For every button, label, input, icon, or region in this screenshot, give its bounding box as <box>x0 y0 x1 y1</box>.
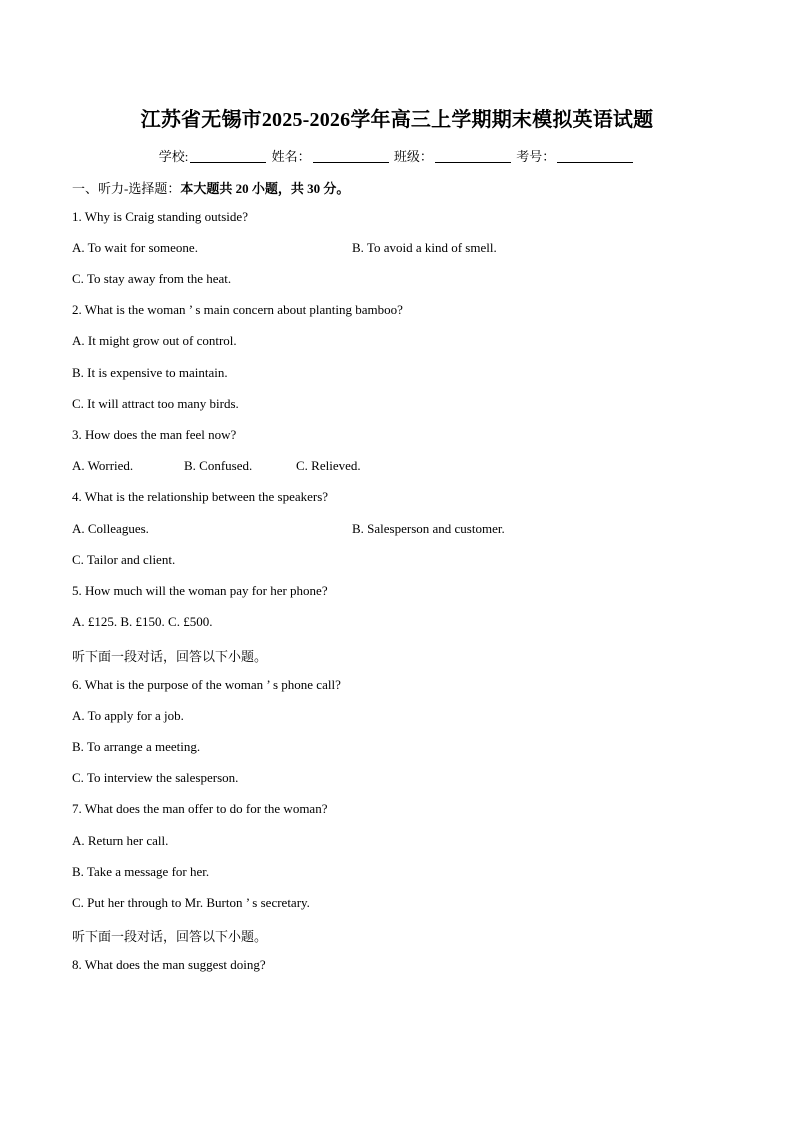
question-7-stem: 7. What does the man offer to do for the woman? <box>72 801 328 816</box>
question-2-option-b: B. It is expensive to maintain. <box>72 365 228 380</box>
question-4-option-b: B. Salesperson and customer. <box>352 521 505 536</box>
class-blank[interactable] <box>435 162 511 163</box>
section-prefix: 一、听力-选择题： <box>72 181 181 196</box>
question-4-option-c: C. Tailor and client. <box>72 552 176 567</box>
question-1-stem: 1. Why is Craig standing outside? <box>72 209 248 224</box>
question-3-option-a: A. Worried. <box>72 458 134 473</box>
question-6-stem: 6. What is the purpose of the woman ’ s phone call? <box>72 677 341 692</box>
question-5-stem: 5. How much will the woman pay for her phone? <box>72 583 328 598</box>
question-2-option-a: A. It might grow out of control. <box>72 333 237 348</box>
question-2-option-c: C. It will attract too many birds. <box>72 396 239 411</box>
question-1-option-c: C. To stay away from the heat. <box>72 271 232 286</box>
question-3-stem: 3. How does the man feel now? <box>72 427 237 442</box>
question-4-option-a: A. Colleagues. <box>72 521 149 536</box>
question-4-stem: 4. What is the relationship between the speakers? <box>72 489 329 504</box>
school-blank[interactable] <box>190 162 266 163</box>
question-2-stem: 2. What is the woman ’ s main concern about planting bamboo? <box>72 302 403 317</box>
question-3-option-b: B. Confused. <box>184 458 253 473</box>
question-8-stem: 8. What does the man suggest doing? <box>72 957 266 972</box>
student-info-line <box>0 146 794 165</box>
question-6-option-c: C. To interview the salesperson. <box>72 770 239 785</box>
exam-no-label: 考号： <box>516 149 556 164</box>
exam-no-blank[interactable] <box>557 162 633 163</box>
question-1-option-a: A. To wait for someone. <box>72 240 198 255</box>
page-title: 江苏省无锡市2025-2026学年高三上学期期末模拟英语试题 <box>140 109 654 131</box>
question-5-options: A. £125. B. £150. C. £500. <box>72 614 213 629</box>
name-blank[interactable] <box>313 162 389 163</box>
question-7-option-b: B. Take a message for her. <box>72 864 210 879</box>
question-6-option-a: A. To apply for a job. <box>72 708 184 723</box>
listening-instruction-2: 听下面一段对话，回答以下小题。 <box>72 929 268 944</box>
name-label: 姓名： <box>271 149 311 164</box>
question-7-option-a: A. Return her call. <box>72 833 169 848</box>
listening-instruction-1: 听下面一段对话，回答以下小题。 <box>72 649 268 664</box>
question-6-option-b: B. To arrange a meeting. <box>72 739 201 754</box>
question-1-option-b: B. To avoid a kind of smell. <box>352 240 497 255</box>
class-label: 班级： <box>393 149 433 164</box>
section-description: 本大题共 20 小题，共 30 分。 <box>180 181 350 196</box>
question-3-option-c: C. Relieved. <box>296 458 361 473</box>
school-label: 学校: <box>158 149 189 164</box>
section-heading <box>72 178 349 197</box>
question-7-option-c: C. Put her through to Mr. Burton ’ s secretary. <box>72 895 310 910</box>
